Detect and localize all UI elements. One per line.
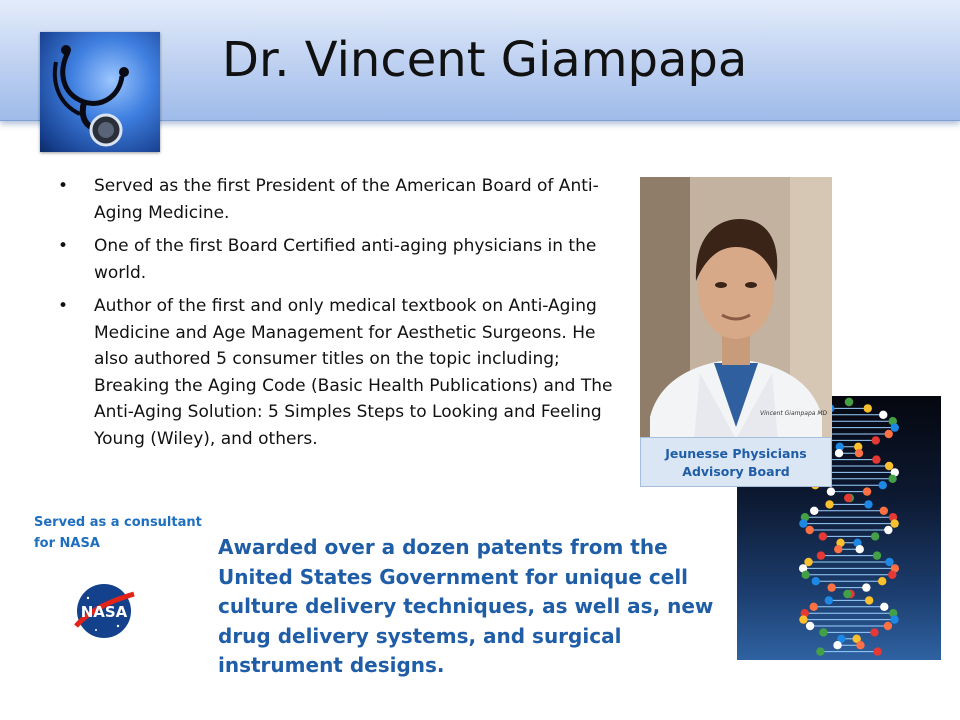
dna-atom [865, 596, 873, 604]
dna-atom [827, 487, 835, 495]
bullet-item: • One of the first Board Certified anti-aging physicians in the world. [58, 233, 618, 286]
nasa-logo-text: NASA [80, 603, 128, 621]
patents-text: Awarded over a dozen patents from the United States Government for unique cell culture delivery techniques, as well as, new drug delivery systems, and surgical instrument designs. [218, 535, 714, 677]
stethoscope-icon [40, 32, 160, 152]
dna-atom [806, 622, 814, 630]
dna-atom [825, 596, 833, 604]
dna-atom [845, 398, 853, 406]
dna-atom [856, 545, 864, 553]
dna-atom [863, 487, 871, 495]
dna-atom [870, 628, 878, 636]
dna-atom [864, 500, 872, 508]
bullet-item: • Served as the first President of the American Board of Anti-Aging Medicine. [58, 173, 618, 226]
dna-atom [799, 519, 807, 527]
dna-atom [816, 647, 824, 655]
dna-atom [890, 519, 898, 527]
dna-atom [802, 571, 810, 579]
dna-atom [805, 526, 813, 534]
dna-atom [804, 558, 812, 566]
dna-atom [890, 615, 898, 623]
dna-atom [879, 411, 887, 419]
dna-atom [888, 475, 896, 483]
dna-atom [885, 558, 893, 566]
dna-atom [872, 436, 880, 444]
dna-atom [872, 455, 880, 463]
dna-atom [885, 430, 893, 438]
dna-atom [855, 449, 863, 457]
dna-atom [833, 641, 841, 649]
dna-atom [873, 551, 881, 559]
dna-atom [884, 622, 892, 630]
page-title: Dr. Vincent Giampapa [222, 32, 748, 88]
dna-atom [834, 545, 842, 553]
dna-atom [879, 481, 887, 489]
dna-atom [819, 628, 827, 636]
bullet-item: • Author of the first and only medical textbook on Anti-Aging Medicine and Age Management for Aesthetic Surgeons. He also authored 5 consumer titles on the topic including; Breaking the Aging Code (Basic Health Publications) and The Anti-Aging Solution: 5 Simples Steps to Looking and Feeling Young (Wiley), and others. [58, 293, 618, 452]
dna-atom [884, 526, 892, 534]
dna-atom [871, 532, 879, 540]
dna-atom [873, 647, 881, 655]
bullet-list [58, 173, 618, 459]
dna-atom [891, 423, 899, 431]
dna-atom [812, 577, 820, 585]
dna-atom [885, 462, 893, 470]
dna-atom [880, 507, 888, 515]
dna-atom [878, 577, 886, 585]
dna-atom [810, 507, 818, 515]
dna-atom [843, 590, 851, 598]
dna-atom [810, 603, 818, 611]
dna-atom [888, 571, 896, 579]
dna-atom [827, 583, 835, 591]
nasa-consultant-text: Served as a consultant for NASA [34, 515, 202, 551]
dna-atom [825, 500, 833, 508]
photo-caption: Jeunesse Physicians Advisory Board [640, 437, 832, 487]
dna-atom [835, 449, 843, 457]
dna-atom [856, 641, 864, 649]
dna-atom [819, 532, 827, 540]
dna-atom [817, 551, 825, 559]
coat-signature: Vincent Giampapa MD [760, 410, 828, 417]
dna-atom [862, 583, 870, 591]
dna-atom [880, 603, 888, 611]
dna-atom [864, 404, 872, 412]
nasa-logo-icon [70, 582, 138, 640]
dna-atom [799, 615, 807, 623]
dna-atom [844, 494, 852, 502]
